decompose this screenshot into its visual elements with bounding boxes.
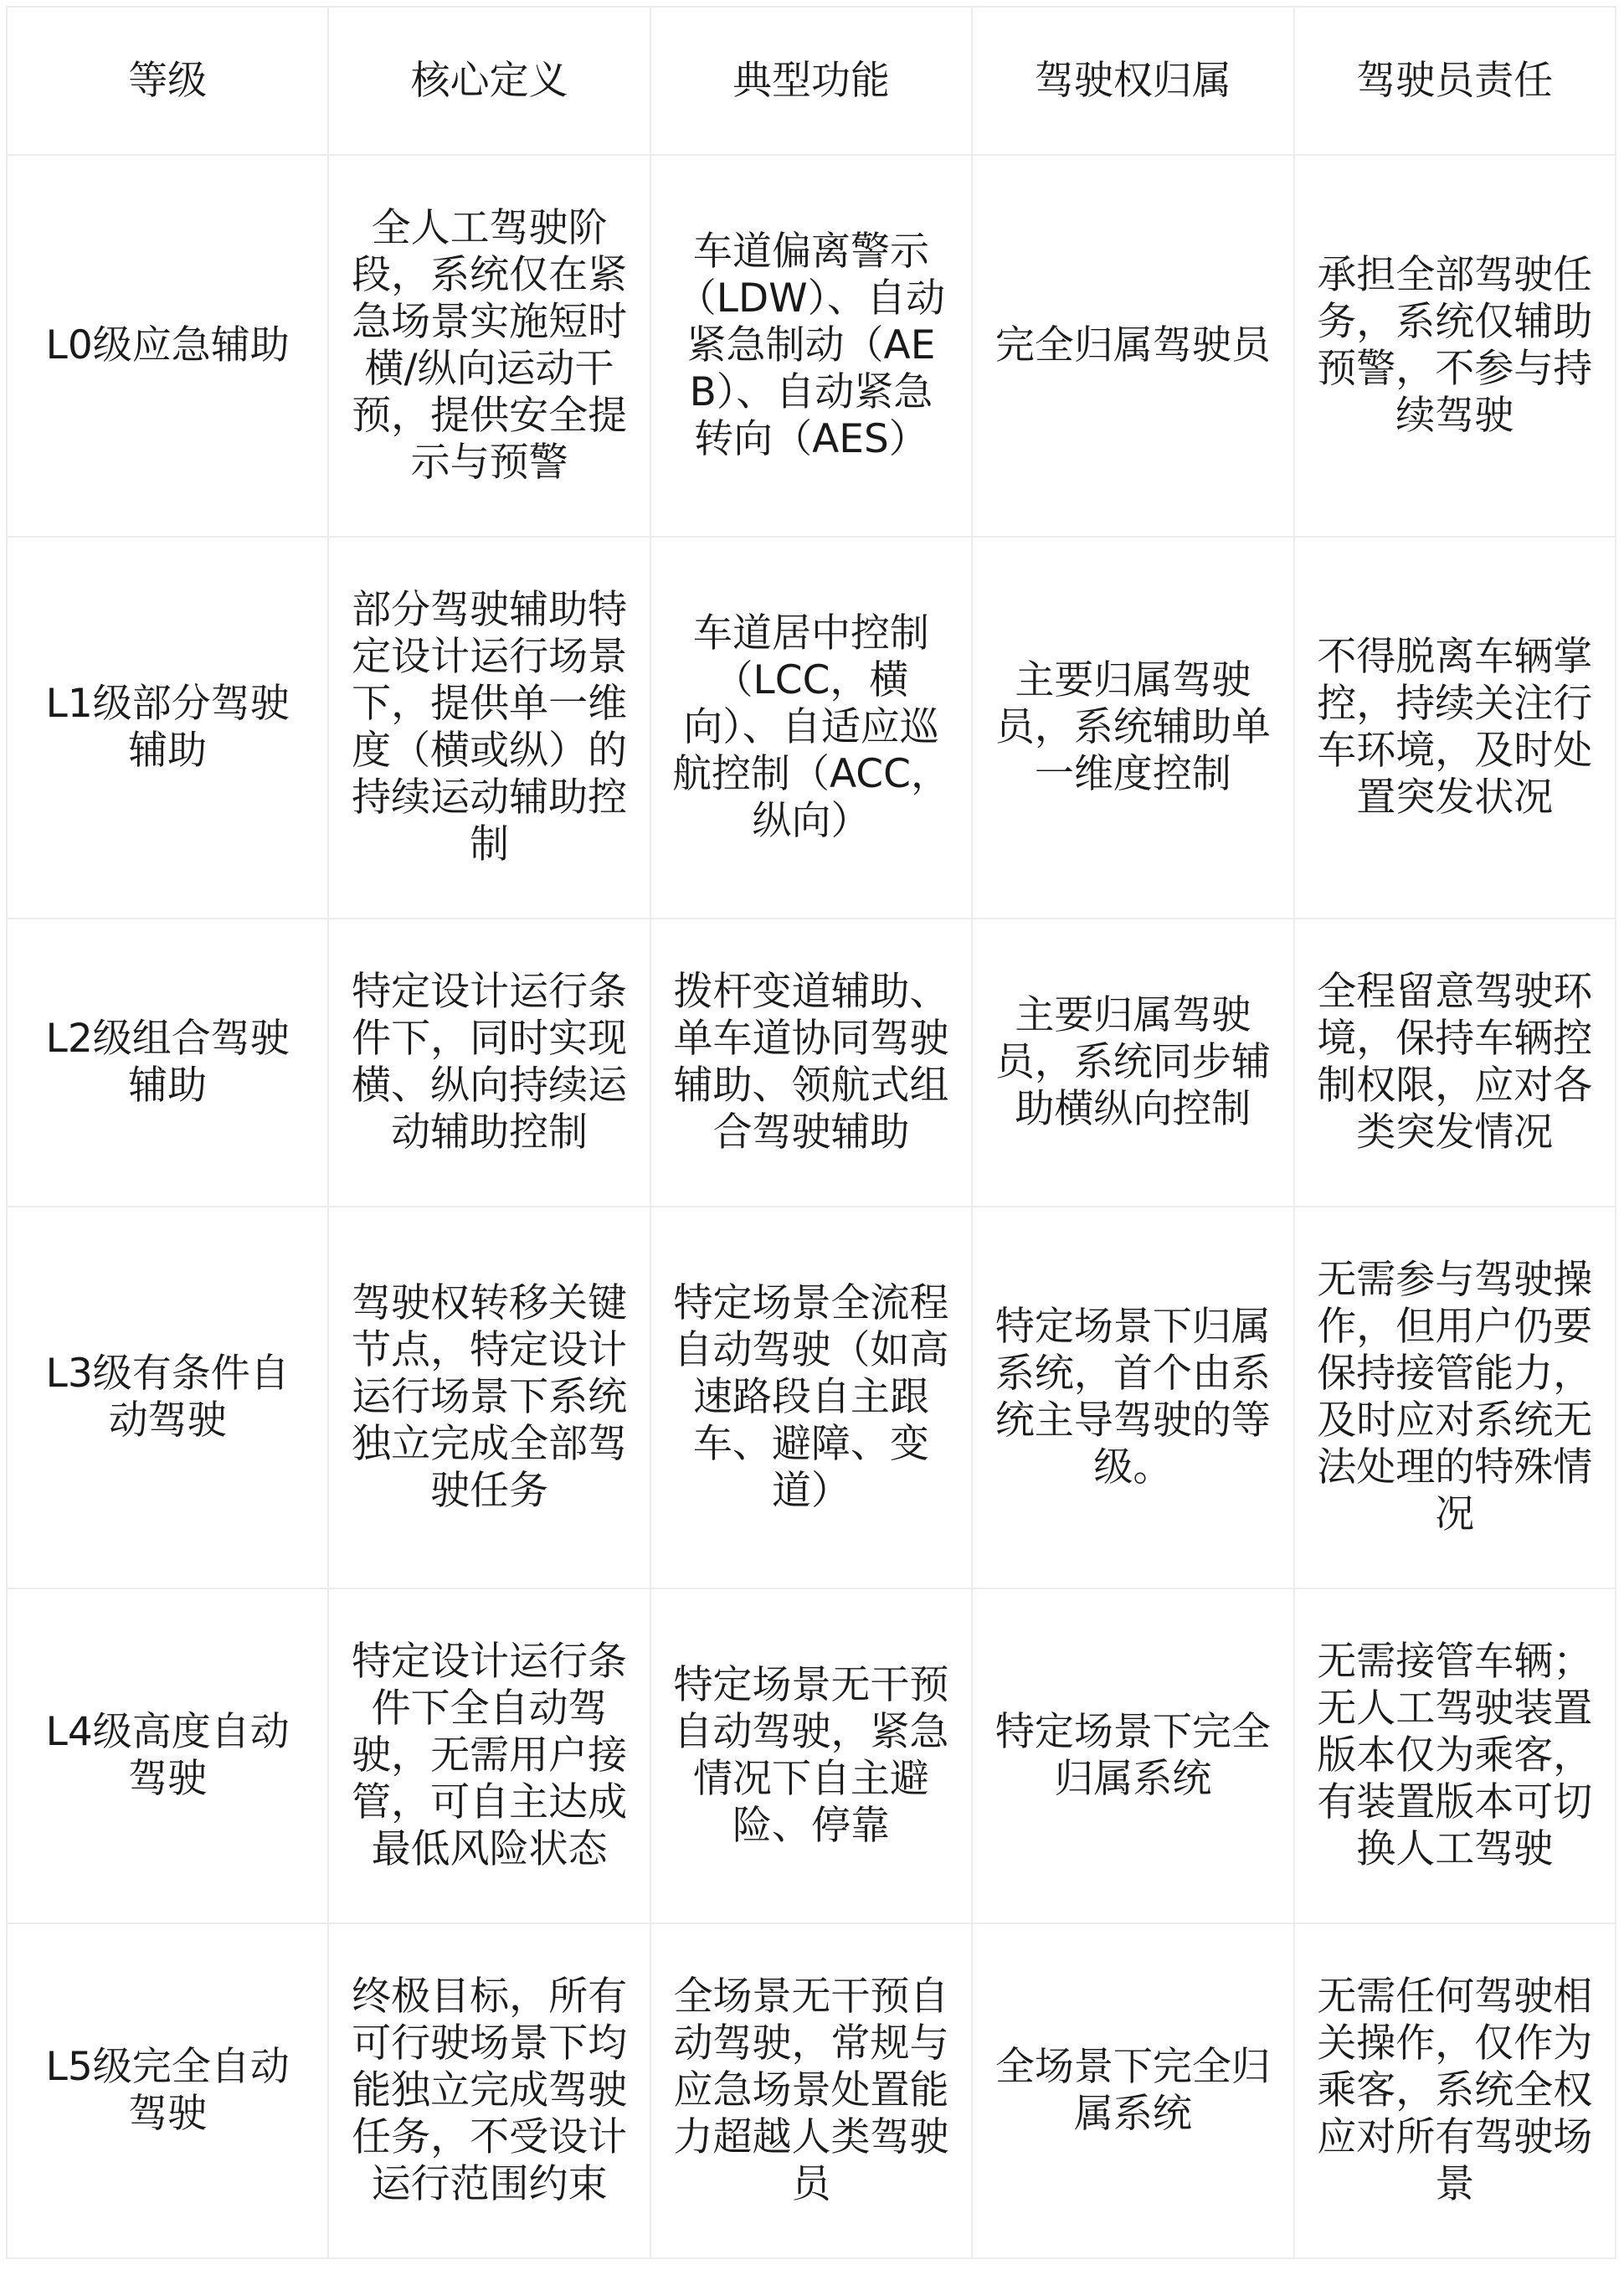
cell-functions: 车道偏离警示（LDW）、自动紧急制动（AEB）、自动紧急转向（AES） xyxy=(650,155,972,537)
cell-definition: 特定设计运行条件下，同时实现横、纵向持续运动辅助控制 xyxy=(328,919,650,1207)
header-functions: 典型功能 xyxy=(650,7,972,155)
table-row xyxy=(7,1923,1616,2258)
cell-definition: 驾驶权转移关键节点，特定设计运行场景下系统独立完成全部驾驶任务 xyxy=(328,1207,650,1588)
cell-functions: 车道居中控制（LCC，横向）、自适应巡航控制（ACC，纵向） xyxy=(650,537,972,919)
header-responsibility: 驾驶员责任 xyxy=(1294,7,1616,155)
cell-responsibility: 无需参与驾驶操作，但用户仍要保持接管能力，及时应对系统无法处理的特殊情况 xyxy=(1294,1207,1616,1588)
cell-definition: 终极目标，所有可行驶场景下均能独立完成驾驶任务，不受设计运行范围约束 xyxy=(328,1923,650,2258)
table-header-row xyxy=(7,7,1616,155)
table-row xyxy=(7,1207,1616,1588)
cell-control: 全场景下完全归属系统 xyxy=(972,1923,1293,2258)
cell-functions: 特定场景全流程自动驾驶（如高速路段自主跟车、避障、变道） xyxy=(650,1207,972,1588)
cell-control: 主要归属驾驶员，系统辅助单一维度控制 xyxy=(972,537,1293,919)
cell-definition: 全人工驾驶阶段，系统仅在紧急场景实施短时横/纵向运动干预，提供安全提示与预警 xyxy=(328,155,650,537)
driving-levels-table xyxy=(6,6,1616,2259)
cell-level: L2级组合驾驶辅助 xyxy=(7,919,328,1207)
table-row xyxy=(7,919,1616,1207)
cell-responsibility: 不得脱离车辆掌控，持续关注行车环境，及时处置突发状况 xyxy=(1294,537,1616,919)
header-definition: 核心定义 xyxy=(328,7,650,155)
cell-level: L3级有条件自动驾驶 xyxy=(7,1207,328,1588)
cell-responsibility: 无需接管车辆；无人工驾驶装置版本仅为乘客，有装置版本可切换人工驾驶 xyxy=(1294,1588,1616,1923)
table-row xyxy=(7,1588,1616,1923)
cell-functions: 拨杆变道辅助、单车道协同驾驶辅助、领航式组合驾驶辅助 xyxy=(650,919,972,1207)
cell-responsibility: 全程留意驾驶环境，保持车辆控制权限，应对各类突发情况 xyxy=(1294,919,1616,1207)
cell-control: 特定场景下归属系统，首个由系统主导驾驶的等级。 xyxy=(972,1207,1293,1588)
cell-control: 主要归属驾驶员，系统同步辅助横纵向控制 xyxy=(972,919,1293,1207)
cell-level: L1级部分驾驶辅助 xyxy=(7,537,328,919)
cell-level: L0级应急辅助 xyxy=(7,155,328,537)
cell-definition: 部分驾驶辅助特定设计运行场景下，提供单一维度（横或纵）的持续运动辅助控制 xyxy=(328,537,650,919)
cell-level: L5级完全自动驾驶 xyxy=(7,1923,328,2258)
header-level: 等级 xyxy=(7,7,328,155)
cell-functions: 全场景无干预自动驾驶，常规与应急场景处置能力超越人类驾驶员 xyxy=(650,1923,972,2258)
table-row xyxy=(7,155,1616,537)
header-control: 驾驶权归属 xyxy=(972,7,1293,155)
cell-responsibility: 无需任何驾驶相关操作，仅作为乘客，系统全权应对所有驾驶场景 xyxy=(1294,1923,1616,2258)
cell-responsibility: 承担全部驾驶任务，系统仅辅助预警，不参与持续驾驶 xyxy=(1294,155,1616,537)
cell-control: 特定场景下完全归属系统 xyxy=(972,1588,1293,1923)
cell-functions: 特定场景无干预自动驾驶，紧急情况下自主避险、停靠 xyxy=(650,1588,972,1923)
driving-levels-table-container xyxy=(6,6,1615,2259)
table-row xyxy=(7,537,1616,919)
cell-level: L4级高度自动驾驶 xyxy=(7,1588,328,1923)
cell-definition: 特定设计运行条件下全自动驾驶，无需用户接管，可自主达成最低风险状态 xyxy=(328,1588,650,1923)
cell-control: 完全归属驾驶员 xyxy=(972,155,1293,537)
